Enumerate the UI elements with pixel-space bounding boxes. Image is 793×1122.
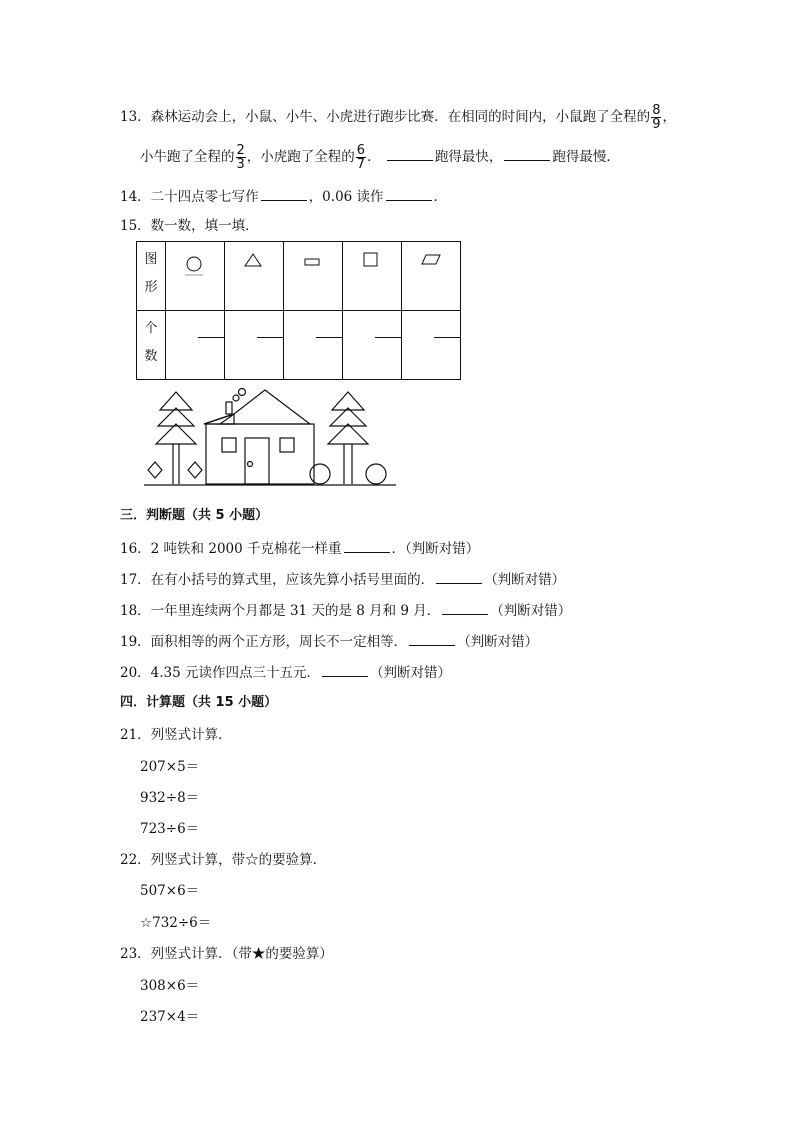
judge-q16 [120,538,479,559]
calc-item: 207×5＝ [140,759,200,775]
rectangle-icon [300,250,330,280]
question-text: 17．在有小括号的算式里，应该先算小括号里面的． [120,572,435,588]
calc-item: 507×6＝ [140,883,200,899]
q13-text-a: 13．森林运动会上，小鼠、小牛、小虎进行跑步比赛．在相同的时间内，小鼠跑了全程的 [120,109,651,125]
answer-blank[interactable] [344,538,390,553]
judge-suffix: （判断对错） [457,634,539,650]
shape-cell-circle [166,242,225,311]
count-cell-parallelogram[interactable] [402,311,461,380]
header-char: 形 [144,280,158,295]
fraction-numerator: 6 [356,143,366,158]
count-cell-rectangle[interactable] [284,311,343,380]
q14 [120,186,447,207]
answer-blank[interactable] [409,631,455,646]
calc-item: 237×4＝ [140,1009,200,1025]
answer-blank[interactable] [442,600,488,615]
count-cell-square[interactable] [343,311,402,380]
judge-suffix: （判断对错） [490,603,572,619]
answer-blank-slowest[interactable] [504,146,550,161]
q13-text-d: 跑得最快， [434,149,503,165]
q14-text-a: 14．二十四点零七写作 [120,189,259,205]
question-text: 19．面积相等的两个正方形，周长不一定相等． [120,634,408,650]
answer-line [316,337,342,338]
header-char: 数 [144,349,158,364]
section-title-text: 三．判断题（共 [120,508,216,523]
calc-item: 932÷8＝ [140,790,200,806]
calc-item: 723÷6＝ [140,821,200,837]
shape-cell-parallelogram [402,242,461,311]
section-4-title [120,693,277,713]
question-text: 20．4.35 元读作四点三十五元． [120,665,321,681]
q13-period: ． [367,149,381,165]
judge-q19 [120,631,538,652]
header-char: 个 [144,321,158,336]
shape-row [137,242,461,311]
shape-count-table [136,241,461,380]
q22-title: 22．列竖式计算，带☆的要验算． [120,852,327,868]
count-cell-triangle[interactable] [225,311,284,380]
judge-q18 [120,600,571,621]
answer-line [375,337,401,338]
fraction-denominator: 3 [236,157,245,172]
section-title-text: 小题） [233,695,278,710]
section-title-text: 四．计算题（共 [120,695,216,710]
count-row [137,311,461,380]
q14-text-c: ． [433,189,448,205]
q21-title: 21．列竖式计算． [120,727,232,743]
q13-line1 [120,104,676,131]
judge-suffix: （判断对错） [370,665,452,681]
section-count: 5 [215,508,225,523]
q13-fraction-ox [236,144,246,171]
question-text: 18．一年里连续两个月都是 31 天的是 8 月和 9 月． [120,603,441,619]
answer-blank-fastest[interactable] [387,146,433,161]
calc-item: ☆732÷6＝ [140,915,212,931]
triangle-icon [241,250,271,280]
parallelogram-icon [418,250,448,280]
shape-cell-rectangle [284,242,343,311]
q13-fraction-tiger [356,144,366,171]
question-text: 16．2 吨铁和 2000 千克棉花一样重 [120,541,342,557]
section-title-text: 小题） [224,508,269,523]
circle-icon [182,250,212,280]
shape-row-header [137,242,166,311]
fraction-denominator: 7 [356,157,366,172]
judge-q17 [120,569,565,590]
house-and-trees-figure [140,386,400,490]
shape-cell-square [343,242,402,311]
answer-blank-read[interactable] [386,186,432,201]
calc-item: 308×6＝ [140,978,200,994]
q13-text-e: 跑得最慢． [552,149,620,165]
q13-line2 [140,144,620,171]
q13-comma: ， [662,109,676,125]
answer-blank[interactable] [322,662,368,677]
fraction-denominator: 9 [652,117,661,132]
count-row-header [137,311,166,380]
q23-title: 23．列竖式计算．（带★的要验算） [120,946,333,962]
judge-suffix: ．（判断对错） [391,541,480,557]
square-icon [359,250,389,280]
judge-q20 [120,662,451,683]
fraction-numerator: 8 [652,103,661,118]
shape-cell-triangle [225,242,284,311]
answer-blank[interactable] [436,569,482,584]
q14-text-b: ，0.06 读作 [308,189,384,205]
answer-blank-write[interactable] [261,186,307,201]
section-3-title [120,506,268,526]
q13-fraction-mouse [651,104,661,131]
q15-title: 15．数一数，填一填． [120,218,259,234]
section-count: 15 [215,695,234,710]
q13-text-c: ，小虎跑了全程的 [246,149,355,165]
answer-line [198,337,224,338]
header-char: 图 [144,252,158,267]
judge-suffix: （判断对错） [484,572,566,588]
answer-line [434,337,460,338]
q13-text-b: 小牛跑了全程的 [140,149,235,165]
count-cell-circle[interactable] [166,311,225,380]
fraction-numerator: 2 [236,143,245,158]
answer-line [257,337,283,338]
